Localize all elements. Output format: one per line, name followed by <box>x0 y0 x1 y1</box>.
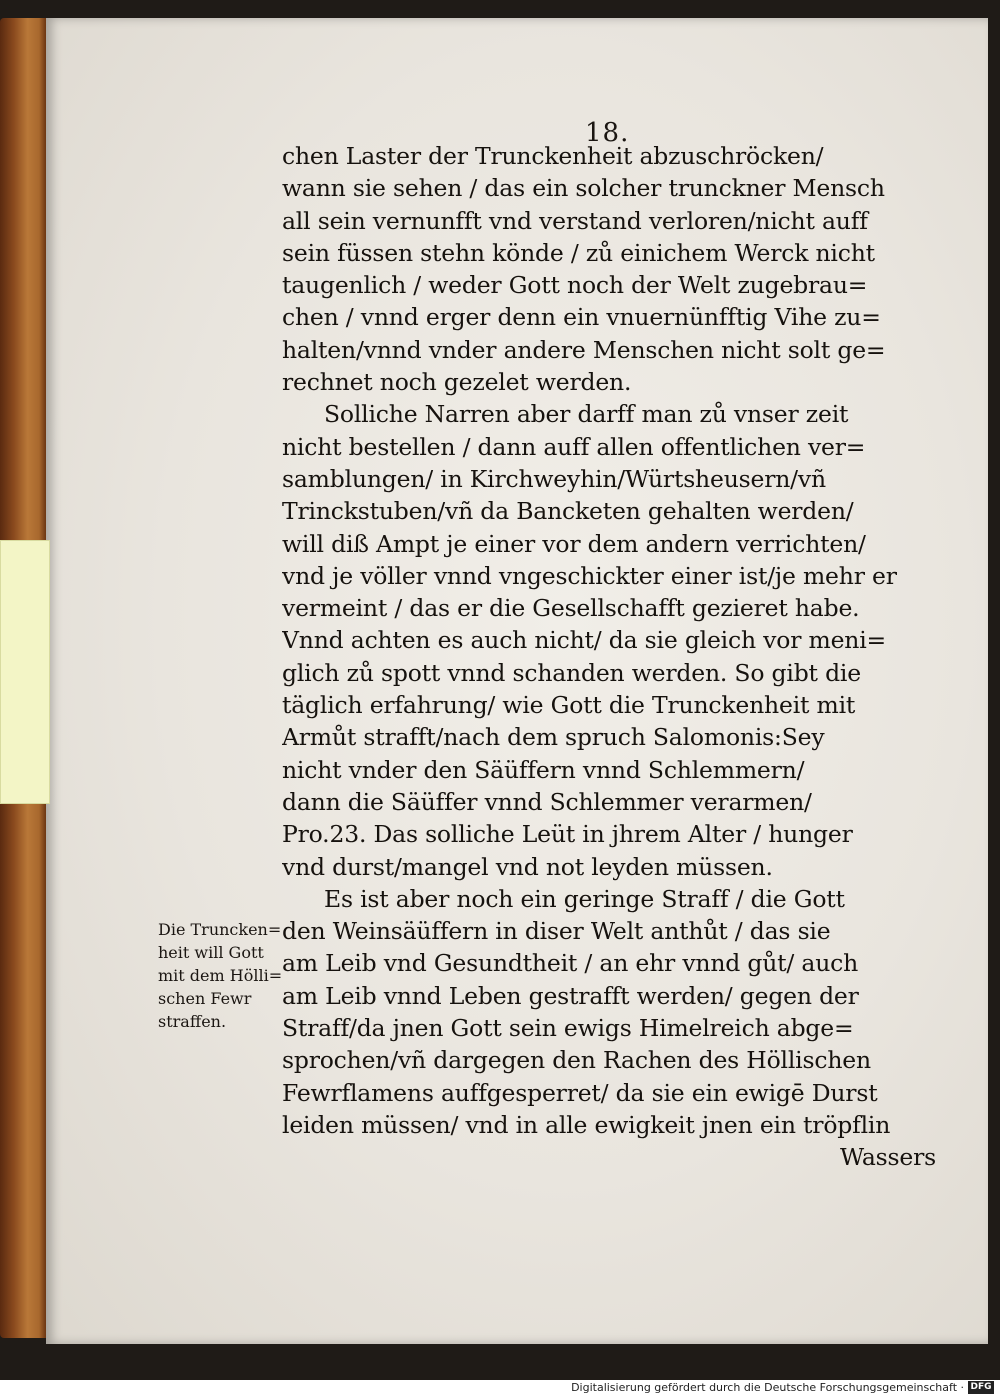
body-line: Vnnd achten es auch nicht/ da sie gleich vor meni= <box>282 626 887 655</box>
marginal-note <box>158 918 323 1033</box>
body-line: Straff/da jnen Gott sein ewigs Himelreich abge= <box>282 1014 854 1043</box>
body-line: taugenlich / weder Gott noch der Welt zugebrau= <box>282 271 868 300</box>
body-line: Wassers <box>839 1143 936 1172</box>
body-line: sein füssen stehn könde / zů einichem Werck nicht <box>282 238 875 267</box>
body-text <box>282 140 972 1174</box>
body-line: den Weinsäüffern in diser Welt anthůt / das sie <box>282 917 831 946</box>
footer-bar <box>0 1380 1000 1395</box>
marginal-note-line: heit will Gott <box>158 943 264 962</box>
body-line: leiden müssen/ vnd in alle ewigkeit jnen ein tröpflin <box>282 1110 891 1139</box>
body-line: vermeint / das er die Gesellschafft gezieret habe. <box>282 594 860 623</box>
body-line: wann sie sehen / das ein solcher trunckner Mensch <box>282 174 885 203</box>
body-line: will diß Ampt je einer vor dem andern verrichten/ <box>282 529 866 558</box>
body-line: samblungen/ in Kirchweyhin/Würtsheusern/vñ <box>282 464 826 493</box>
page-number: 18. <box>585 118 630 148</box>
body-line: Solliche Narren aber darff man zů vnser zeit <box>324 400 849 429</box>
paper-bookmark <box>0 540 50 804</box>
dfg-logo: DFG <box>968 1381 994 1394</box>
marginal-note-line: Die Truncken= <box>158 920 282 939</box>
body-line: chen / vnnd erger denn ein vnuernünfftig Vihe zu= <box>282 303 881 332</box>
body-line: chen Laster der Trunckenheit abzuschröcken/ <box>282 142 824 170</box>
body-line: all sein vernunfft vnd verstand verloren/nicht auff <box>282 206 868 235</box>
body-line: am Leib vnnd Leben gestrafft werden/ gegen der <box>282 981 859 1010</box>
body-line: nicht bestellen / dann auff allen offentlichen ver= <box>282 432 866 461</box>
body-line: rechnet noch gezelet werden. <box>282 368 632 397</box>
body-line: vnd je völler vnnd vngeschickter einer ist/je mehr er <box>282 561 897 590</box>
body-line: dann die Säüffer vnnd Schlemmer verarmen/ <box>282 787 812 816</box>
marginal-note-line: mit dem Hölli= <box>158 966 283 985</box>
marginal-note-line: straffen. <box>158 1012 227 1031</box>
body-line: glich zů spott vnnd schanden werden. So gibt die <box>282 658 861 687</box>
body-line: am Leib vnd Gesundtheit / an ehr vnnd gůt/ auch <box>282 949 859 978</box>
body-line: nicht vnder den Säüffern vnnd Schlemmern/ <box>282 755 805 784</box>
body-line: Armůt strafft/nach dem spruch Salomonis:Sey <box>282 723 825 752</box>
marginal-note-line: schen Fewr <box>158 989 252 1008</box>
body-line: Trinckstuben/vñ da Bancketen gehalten werden/ <box>282 497 854 526</box>
footer-credit: Digitalisierung gefördert durch die Deutsche Forschungsgemeinschaft · <box>571 1381 964 1394</box>
body-line: Fewrflamens auffgesperret/ da sie ein ewigē Durst <box>282 1078 878 1107</box>
body-line: halten/vnnd vnder andere Menschen nicht solt ge= <box>282 335 886 364</box>
body-line: vnd durst/mangel vnd not leyden müssen. <box>282 852 773 881</box>
body-line: sprochen/vñ dargegen den Rachen des Höllischen <box>282 1046 871 1075</box>
body-line: Pro.23. Das solliche Leüt in jhrem Alter / hunger <box>282 820 853 849</box>
body-line: täglich erfahrung/ wie Gott die Trunckenheit mit <box>282 691 856 720</box>
body-line: Es ist aber noch ein geringe Straff / die Gott <box>324 884 845 913</box>
